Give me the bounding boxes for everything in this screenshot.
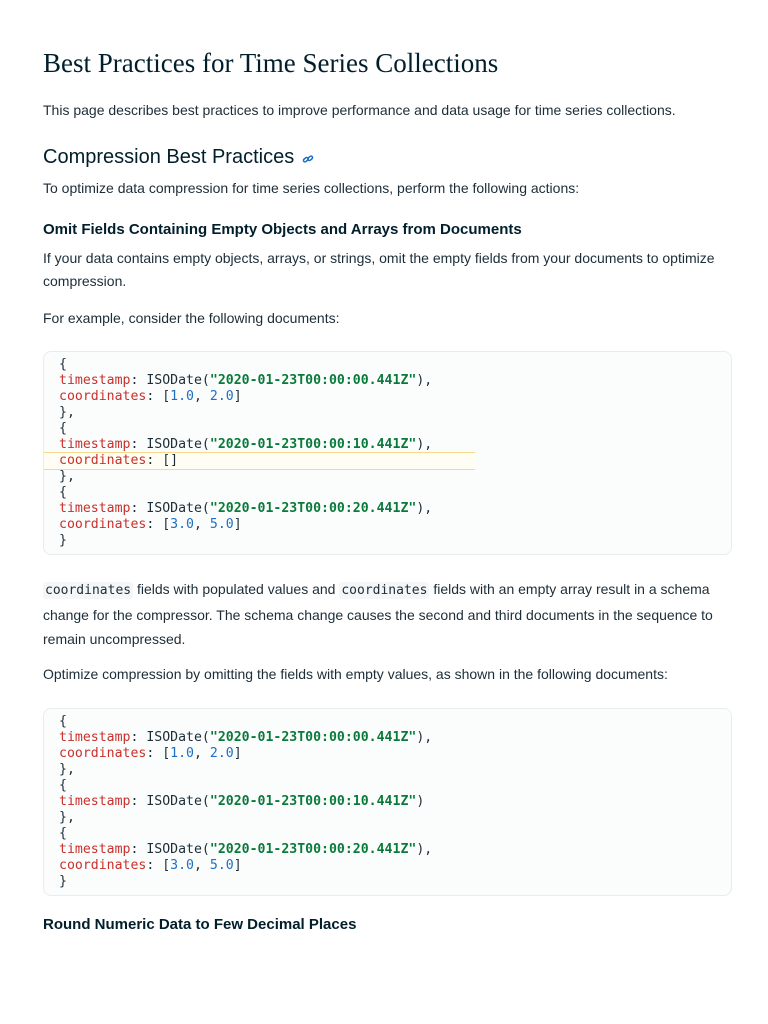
code-line: { — [59, 485, 67, 500]
code-line: { — [59, 421, 67, 436]
code-line: coordinates: [1.0, 2.0] — [59, 389, 242, 404]
code-line: { — [59, 714, 67, 729]
code-line: }, — [59, 762, 75, 777]
section-lead: To optimize data compression for time series collections, perform the following actions: — [43, 180, 580, 196]
omit-paragraph-2: For example, consider the following documents: — [43, 310, 340, 326]
inline-code: coordinates — [45, 583, 132, 598]
code-line: }, — [59, 469, 75, 484]
inline-code: coordinates — [341, 583, 428, 598]
code-line: } — [59, 533, 67, 548]
code-line: { — [59, 826, 67, 841]
code-line: coordinates: [3.0, 5.0] — [59, 517, 242, 532]
code-line: timestamp: ISODate("2020-01-23T00:00:10.441Z") — [59, 794, 425, 809]
code-line: coordinates: [1.0, 2.0] — [59, 746, 242, 761]
code-line: timestamp: ISODate("2020-01-23T00:00:10.441Z"), — [59, 437, 433, 452]
code-line: coordinates: [3.0, 5.0] — [59, 858, 242, 873]
code-line: timestamp: ISODate("2020-01-23T00:00:00.441Z"), — [59, 373, 433, 388]
link-icon[interactable] — [302, 153, 314, 165]
code-line: } — [59, 874, 67, 889]
page-title: Best Practices for Time Series Collections — [43, 48, 499, 78]
intro-paragraph: This page describes best practices to improve performance and data usage for time series collections. — [43, 102, 676, 118]
omit-paragraph-1: If your data contains empty objects, arrays, or strings, omit the empty fields from your documents to optimize compression. — [43, 250, 715, 289]
code-block-1 — [43, 351, 732, 555]
omit-paragraph-4: Optimize compression by omitting the fields with empty values, as shown in the following documents: — [43, 666, 668, 682]
code-line: }, — [59, 405, 75, 420]
section-heading-compression — [43, 143, 732, 171]
code-line: timestamp: ISODate("2020-01-23T00:00:00.441Z"), — [59, 730, 433, 745]
code-line: timestamp: ISODate("2020-01-23T00:00:20.441Z"), — [59, 842, 433, 857]
code-line: timestamp: ISODate("2020-01-23T00:00:20.441Z"), — [59, 501, 433, 516]
omit-paragraph-3: coordinates fields with populated values and coordinates fields with an empty array result in a schema change for the compressor. The schema change causes the second and third documents in the sequence to remain uncompressed. — [43, 581, 713, 647]
subsection-heading-omit: Omit Fields Containing Empty Objects and Arrays from Documents — [43, 221, 522, 238]
section-heading-text: Compression Best Practices — [43, 146, 295, 168]
code-line-highlighted: coordinates: [] — [44, 452, 475, 470]
subsection-heading-round: Round Numeric Data to Few Decimal Places — [43, 916, 357, 933]
code-line: { — [59, 778, 67, 793]
code-line: { — [59, 357, 67, 372]
code-block-2 — [43, 708, 732, 896]
code-line: }, — [59, 810, 75, 825]
